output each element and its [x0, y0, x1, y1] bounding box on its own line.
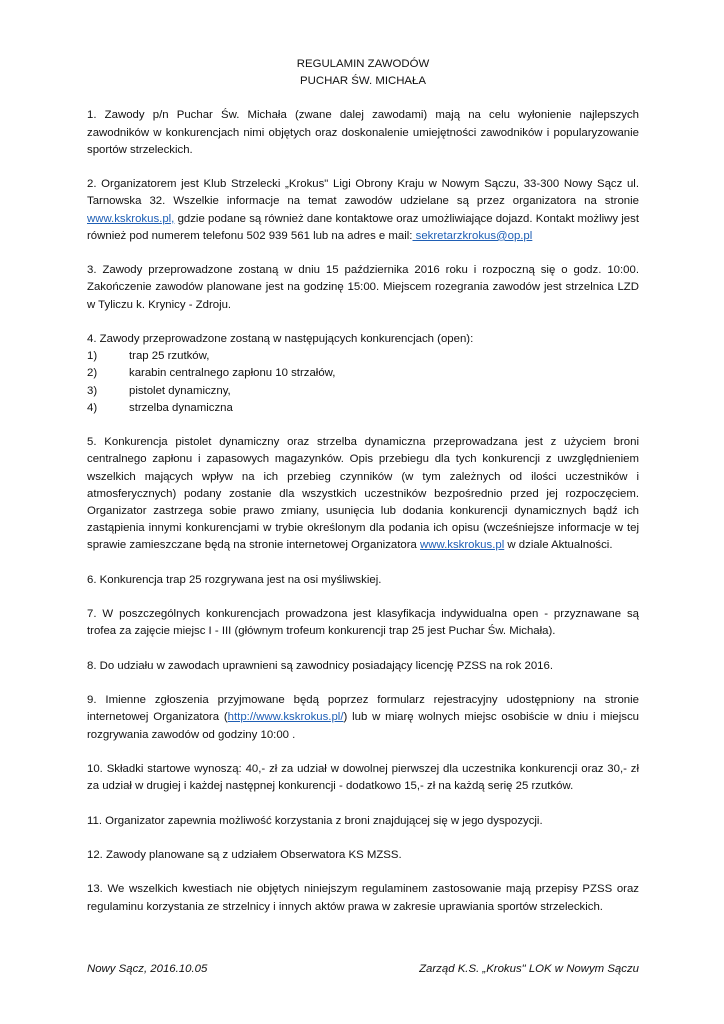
paragraph-4: [87, 331, 639, 417]
list-item-text: strzelba dynamiczna: [129, 401, 233, 414]
list-item-number: 1): [87, 350, 98, 363]
document-page: [87, 56, 639, 933]
list-item-text: karabin centralnego zapłonu 10 strzałów,: [129, 367, 336, 380]
list-item-text: pistolet dynamiczny,: [129, 384, 231, 397]
document-title: [87, 56, 639, 90]
paragraph-12: 12. Zawody planowane są z udziałem Obserwatora KS MZSS.: [87, 848, 402, 861]
website-link-2[interactable]: www.kskrokus.pl: [420, 539, 505, 552]
paragraph-9-text-2: ) lub w miarę wolnych miejsc osobiście w dniu i miejscu rozgrywania zawodów od godziny 10:00 .: [87, 711, 639, 741]
list-item-number: 4): [87, 401, 98, 414]
list-item-number: 3): [87, 384, 98, 397]
title-line-1: REGULAMIN ZAWODÓW: [296, 58, 430, 70]
paragraph-11: 11. Organizator zapewnia możliwość korzystania z broni znajdującej się w jego dyspozycji.: [87, 814, 543, 827]
list-item: [87, 348, 639, 365]
paragraph-13: 13. We wszelkich kwestiach nie objętych niniejszym regulaminem zastosowanie mają przepisy PZSS oraz regulaminu korzystania ze strzelnicy i innych aktów prawa w zakresie uprawiania sportów strzeleckich.: [87, 883, 639, 913]
paragraph-2: [87, 176, 639, 245]
paragraph-8: 8. Do udziału w zawodach uprawnieni są zawodnicy posiadający licencję PZSS na rok 2016.: [87, 659, 554, 672]
footer-place-date: Nowy Sącz, 2016.10.05: [87, 963, 208, 975]
paragraph-4-intro: 4. Zawody przeprowadzone zostaną w następujących konkurencjach (open):: [87, 333, 474, 345]
list-item-number: 2): [87, 367, 98, 380]
paragraph-5-text-1: 5. Konkurencja pistolet dynamiczny oraz strzelba dynamiczna przeprowadzana jest z użyciem broni centralnego zapłonu i zapasowych magazynków. Opis przebiegu dla tych konkurencji z uwzględnieniem wszelkich mających wpływ na ich przebieg czynników (w tym zależnych od ilości uczestników i atmosferycznych) podany zostanie dla wszystkich uczestników bezpośrednio przed jej rozpoczęciem. Organizator zastrzega sobie prawo zmiany, usunięcia lub dodania konkurencji dynamicznych bądź ich zastąpienia innymi konkurencjami w trybie określonym dla podania ich opisu (wcześniejsze informacje w tej sprawie zamieszczane będą na stronie internetowej Organizatora: [87, 436, 639, 552]
paragraph-5-text-2: w dziale Aktualności.: [504, 539, 613, 552]
paragraph-1: 1. Zawody p/n Puchar Św. Michała (zwane dalej zawodami) mają na celu wyłonienie najlepszych zawodników w konkurencjach nimi objętych oraz doskonalenie umiejętności zawodników i popularyzowanie sportów strzeleckich.: [87, 109, 639, 156]
paragraph-9-text-1: 9. Imienne zgłoszenia przyjmowane będą poprzez formularz rejestracyjny udostępniony na stronie internetowej Organizatora (: [87, 694, 639, 724]
website-link-3[interactable]: http://www.kskrokus.pl/: [227, 711, 344, 724]
competition-list: [87, 348, 639, 417]
paragraph-7: 7. W poszczególnych konkurencjach prowadzona jest klasyfikacja indywidualna open - przyznawane są trofea za zajęcie miejsc I - III (głównym trofeum konkurencji trap 25 jest Puchar Św. Michała).: [87, 608, 639, 638]
email-link[interactable]: sekretarzkrokus@op.pl: [412, 229, 533, 242]
footer-signature: Zarząd K.S. „Krokus" LOK w Nowym Sączu: [419, 963, 639, 975]
paragraph-5: [87, 434, 639, 554]
document-footer: [87, 963, 639, 975]
list-item-text: trap 25 rzutków,: [129, 350, 210, 363]
paragraph-2-text-1: 2. Organizatorem jest Klub Strzelecki „Krokus" Ligi Obrony Kraju w Nowym Sączu, 33-300 Nowy Sącz ul. Tarnowska 32. Wszelkie informacje na temat zawodów udzielane są przez organizatora na stronie: [87, 178, 639, 208]
paragraph-2-text-2: gdzie podane są również dane kontaktowe oraz umożliwiające dojazd. Kontakt możliwy jest również pod numerem telefonu 502 939 561 lub na adres e mail:: [87, 212, 639, 242]
paragraph-10: 10. Składki startowe wynoszą: 40,- zł za udział w dowolnej pierwszej dla uczestnika konkurencji oraz 30,- zł za udział w drugiej i każdej następnej konkurencji - dodatkowo 15,- zł na każdą serię 25 rzutków.: [87, 762, 639, 793]
list-item: [87, 400, 639, 417]
website-link-1[interactable]: www.kskrokus.pl,: [87, 212, 175, 225]
list-item: [87, 365, 639, 382]
paragraph-9: [87, 692, 639, 744]
title-line-2: PUCHAR ŚW. MICHAŁA: [300, 75, 426, 88]
paragraph-6: 6. Konkurencja trap 25 rozgrywana jest na osi myśliwskiej.: [87, 573, 382, 586]
list-item: [87, 383, 639, 400]
paragraph-3: 3. Zawody przeprowadzone zostaną w dniu 15 października 2016 roku i rozpoczną się o godz. 10:00. Zakończenie zawodów planowane jest na godzinę 15:00. Miejscem rozegrania zawodów jest strzelnica LZD w Tyliczu k. Krynicy - Zdroju.: [87, 264, 639, 311]
